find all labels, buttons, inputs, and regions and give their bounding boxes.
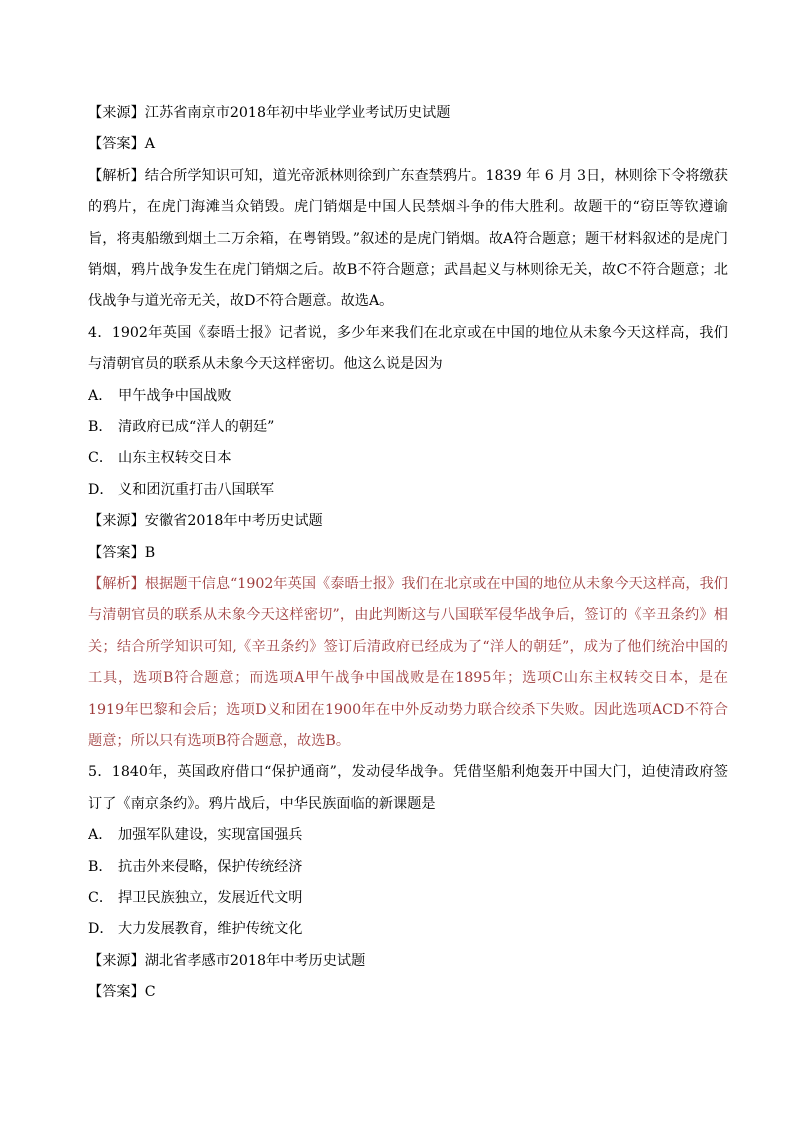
q3-analysis: 【解析】结合所学知识可知，道光帝派林则徐到广东查禁鸦片。1839 年 6 月 3日，林则徐下令将缴获的鸦片，在虎门海滩当众销毁。虎门销烟是中国人民禁烟斗争的伟大胜利。故题干的“窃臣等钦遵谕旨，将夷船缴到烟土二万余箱，在粤销毁。”叙述的是虎门销烟。故A符合题意；题干材料叙述的是虎门销烟，鸦片战争发生在虎门销烟之后。故B不符合题意；武昌起义与林则徐无关，故C不符合题意；北伐战争与道光帝无关，故D不符合题意。故选A。 bbox=[88, 167, 728, 310]
document-content bbox=[88, 98, 728, 1009]
q5-option-c bbox=[88, 883, 728, 914]
option-text: 抗击外来侵略，保护传统经济 bbox=[118, 858, 303, 875]
option-text: 大力发展教育，维护传统文化 bbox=[118, 921, 303, 938]
option-text: 义和团沉重打击八国联军 bbox=[118, 481, 275, 498]
q4-option-a bbox=[88, 381, 728, 412]
option-letter: C． bbox=[88, 890, 114, 906]
q4-option-d bbox=[88, 475, 728, 506]
option-letter: B． bbox=[88, 419, 113, 436]
q4-answer: 【答案】B bbox=[88, 544, 156, 561]
q5-stem: 5．1840年，英国政府借口“保护通商”，发动侵华战争。凭借坚船利炮轰开中国大门，迫使清政府签订了《南京条约》。鸦片战后，中华民族面临的新课题是 bbox=[88, 764, 728, 812]
option-text: 加强军队建设，实现富国强兵 bbox=[118, 827, 303, 844]
q5-option-a bbox=[88, 820, 728, 851]
q3-source: 【来源】江苏省南京市2018年初中毕业学业考试历史试题 bbox=[88, 105, 451, 121]
option-text: 捍卫民族独立，发展近代文明 bbox=[118, 890, 303, 906]
option-letter: D． bbox=[88, 921, 114, 938]
q5-option-b bbox=[88, 852, 728, 883]
option-letter: C． bbox=[88, 450, 114, 467]
q4-stem: 4．1902年英国《泰晤士报》记者说，多少年来我们在北京或在中国的地位从未象今天这样高，我们与清朝官员的联系从未象今天这样密切。他这么说是因为 bbox=[88, 324, 728, 373]
analysis-text: 根据题干信息“1902年英国《泰晤士报》我们在北京或在中国的地位从未象今天这样高，我们与清朝官员的联系从未象今天这样密切”，由此判断这与八国联军侵华战争后，签订的《辛丑条约》相关；结合所学知识可知,《辛丑条约》签订后清政府已经成为了“洋人的朝廷”，成为了他们统治中国的工具，选项B符合题意；而选项A甲午战争中国战败是在1895年；选项C山东主权转交日本，是在1919年巴黎和会后；选项D义和团在1900年在中外反动势力联合绞杀下失败。因此选项ACD不符合题意；所以只有选项B符合题意，故选B。 bbox=[88, 575, 728, 749]
q5-answer: 【答案】C bbox=[88, 984, 156, 1001]
q5-option-d bbox=[88, 914, 728, 945]
q4-source: 【来源】安徽省2018年中考历史试题 bbox=[88, 513, 323, 530]
analysis-tag: 【解析】 bbox=[88, 575, 145, 592]
option-letter: A． bbox=[88, 387, 113, 404]
option-text: 甲午战争中国战败 bbox=[118, 387, 232, 404]
option-letter: A． bbox=[88, 827, 113, 844]
option-letter: D． bbox=[88, 481, 114, 498]
option-text: 山东主权转交日本 bbox=[118, 450, 232, 467]
q4-option-c bbox=[88, 443, 728, 474]
q4-option-b bbox=[88, 412, 728, 443]
q5-source: 【来源】湖北省孝感市2018年中考历史试题 bbox=[88, 952, 366, 969]
q4-analysis bbox=[88, 569, 728, 757]
q3-answer: 【答案】A bbox=[88, 136, 155, 153]
option-text: 清政府已成“洋人的朝廷” bbox=[118, 419, 275, 436]
option-letter: B． bbox=[88, 858, 113, 875]
